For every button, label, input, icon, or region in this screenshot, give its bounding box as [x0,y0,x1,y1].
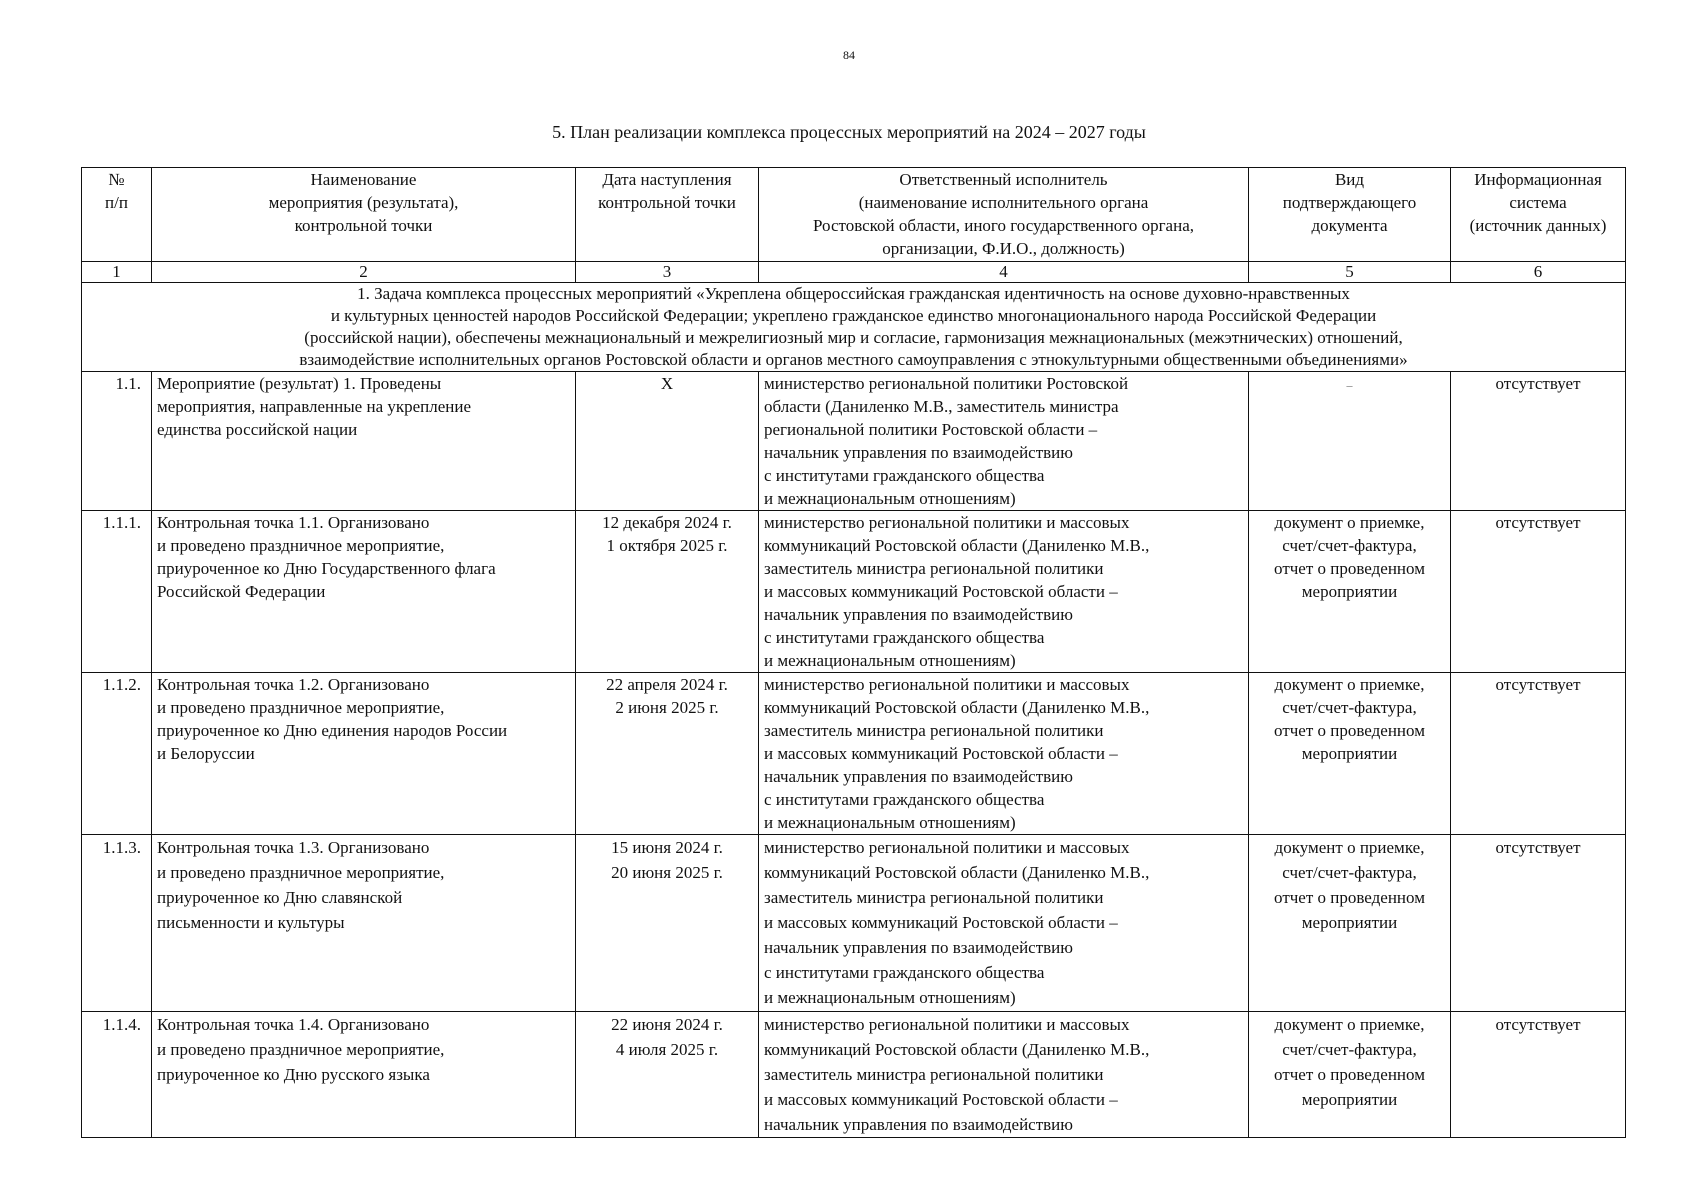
row-system: отсутствует [1451,372,1626,511]
row-num: 1.1.3. [82,835,152,1012]
task-description: 1. Задача комплекса процессных мероприятий «Укреплена общероссийская гражданская идентичность на основе духовно-нравственных и культурных ценностей народов Российской Федерации; укреплено гражданское единство многонационального народа Российской Федерации (российской нации), обеспечены межнациональный и межрелигиозный мир и согласие, гармонизация межнациональных (межэтнических) отношений, взаимодействие исполнительных органов Ростовской области и органов местного самоуправления с этнокультурными общественными объединениями» [82,283,1626,372]
row-date: 12 декабря 2024 г. 1 октября 2025 г. [576,511,759,673]
row-num: 1.1.4. [82,1012,152,1138]
row-doc: документ о приемке, счет/счет-фактура, отчет о проведенном мероприятии [1249,835,1451,1012]
page-number: 84 [843,48,855,62]
table-header-row [82,168,1626,262]
header-responsible: Ответственный исполнитель (наименование исполнительного органа Ростовской области, иного государственного органа, организации, Ф.И.О., должность) [759,168,1249,262]
row-responsible: министерство региональной политики Ростовской области (Даниленко М.В., заместитель министра региональной политики Ростовской области – начальник управления по взаимодействию с институтами гражданского общества и межнациональным отношениям) [759,372,1249,511]
row-responsible: министерство региональной политики и массовых коммуникаций Ростовской области (Даниленко М.В., заместитель министра региональной политики и массовых коммуникаций Ростовской области – начальник управления по взаимодействию [759,1012,1249,1138]
row-name: Контрольная точка 1.2. Организовано и проведено праздничное мероприятие, приуроченное ко Дню единения народов России и Белоруссии [152,673,576,835]
table-row [82,372,1626,511]
row-responsible: министерство региональной политики и массовых коммуникаций Ростовской области (Даниленко М.В., заместитель министра региональной политики и массовых коммуникаций Ростовской области – начальник управления по взаимодействию с институтами гражданского общества и межнациональным отношениям) [759,673,1249,835]
row-date: 22 июня 2024 г. 4 июля 2025 г. [576,1012,759,1138]
row-system: отсутствует [1451,1012,1626,1138]
row-system: отсутствует [1451,511,1626,673]
row-doc: документ о приемке, счет/счет-фактура, отчет о проведенном мероприятии [1249,1012,1451,1138]
document-title: 5. План реализации комплекса процессных мероприятий на 2024 – 2027 годы [552,122,1146,142]
column-number: 3 [576,262,759,283]
task-row [82,283,1626,372]
row-system: отсутствует [1451,673,1626,835]
plan-table [81,167,1626,1138]
row-doc: документ о приемке, счет/счет-фактура, отчет о проведенном мероприятии [1249,511,1451,673]
column-number: 1 [82,262,152,283]
column-number: 6 [1451,262,1626,283]
table-row [82,835,1626,1012]
row-date: X [576,372,759,511]
row-responsible: министерство региональной политики и массовых коммуникаций Ростовской области (Даниленко М.В., заместитель министра региональной политики и массовых коммуникаций Ростовской области – начальник управления по взаимодействию с институтами гражданского общества и межнациональным отношениям) [759,835,1249,1012]
row-doc: – [1346,378,1353,392]
row-num: 1.1.2. [82,673,152,835]
row-num: 1.1. [82,372,152,511]
column-number: 5 [1249,262,1451,283]
table-row [82,511,1626,673]
header-name: Наименование мероприятия (результата), контрольной точки [152,168,576,262]
column-number: 2 [152,262,576,283]
header-date: Дата наступления контрольной точки [576,168,759,262]
header-doc: Вид подтверждающего документа [1249,168,1451,262]
row-responsible: министерство региональной политики и массовых коммуникаций Ростовской области (Даниленко М.В., заместитель министра региональной политики и массовых коммуникаций Ростовской области – начальник управления по взаимодействию с институтами гражданского общества и межнациональным отношениям) [759,511,1249,673]
row-date: 15 июня 2024 г. 20 июня 2025 г. [576,835,759,1012]
row-num: 1.1.1. [82,511,152,673]
row-name: Контрольная точка 1.4. Организовано и проведено праздничное мероприятие, приуроченное ко Дню русского языка [152,1012,576,1138]
header-num: № п/п [82,168,152,262]
row-date: 22 апреля 2024 г. 2 июня 2025 г. [576,673,759,835]
table-row [82,673,1626,835]
row-doc: документ о приемке, счет/счет-фактура, отчет о проведенном мероприятии [1249,673,1451,835]
row-name: Мероприятие (результат) 1. Проведены мероприятия, направленные на укрепление единства российской нации [152,372,576,511]
row-system: отсутствует [1451,835,1626,1012]
row-name: Контрольная точка 1.1. Организовано и проведено праздничное мероприятие, приуроченное ко Дню Государственного флага Российской Федерации [152,511,576,673]
header-system: Информационная система (источник данных) [1451,168,1626,262]
column-number-row [82,262,1626,283]
table-row [82,1012,1626,1138]
column-number: 4 [759,262,1249,283]
row-name: Контрольная точка 1.3. Организовано и проведено праздничное мероприятие, приуроченное ко Дню славянской письменности и культуры [152,835,576,1012]
